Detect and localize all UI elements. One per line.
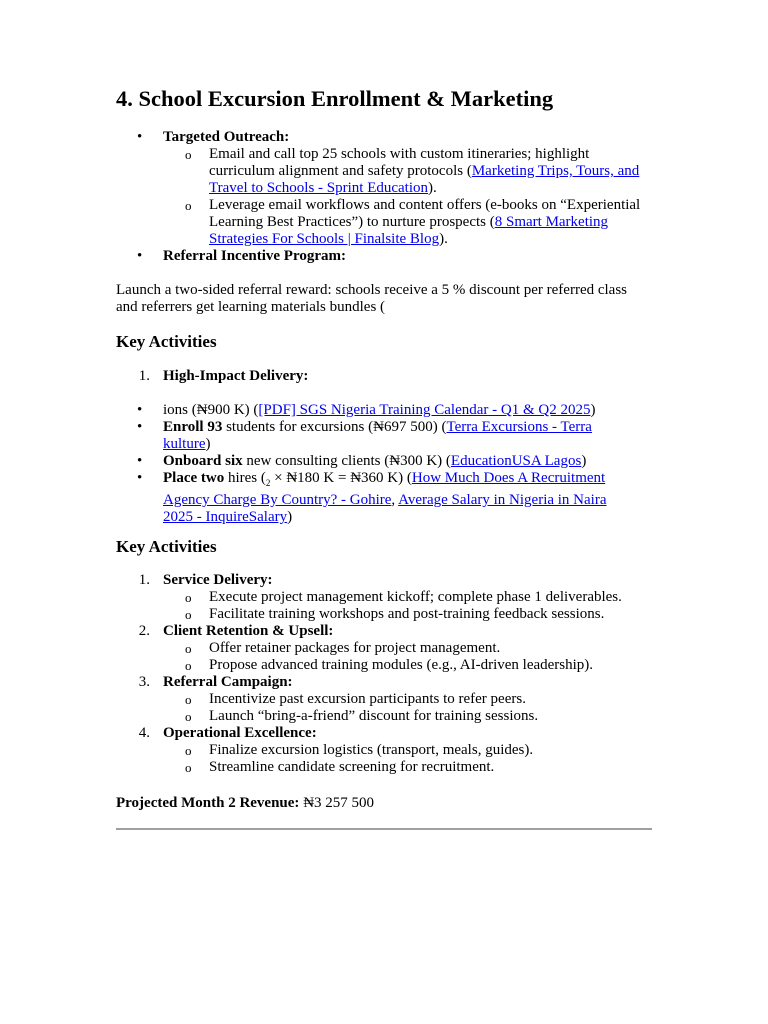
item-end: ) xyxy=(590,402,596,418)
sub-item-text: Propose advanced training modules (e.g., AI-driven leadership). xyxy=(209,657,594,673)
item-end: ). xyxy=(428,180,437,196)
revenue-label: Projected Month 2 Revenue: xyxy=(116,795,300,811)
item-end: ) xyxy=(581,453,587,469)
sub-list-item xyxy=(116,759,652,776)
outreach-item-text: Leverage email workflows and content offers (e-books on “Experiential Learning Best Practices”) to nurture prospects ( xyxy=(209,197,641,230)
key-activities-heading: Key Activities xyxy=(116,537,217,556)
list-item xyxy=(116,129,652,146)
sub-item-text: Offer retainer packages for project management. xyxy=(209,640,501,656)
bullet-bold: Place two xyxy=(163,470,225,486)
subscript: 2 xyxy=(265,478,271,488)
sub-item-text: Execute project management kickoff; complete phase 1 deliverables. xyxy=(209,589,622,605)
item-title: Operational Excellence: xyxy=(163,725,317,741)
bullet-text: hires ( xyxy=(224,470,266,486)
sub-list-item xyxy=(116,691,652,708)
outreach-item-text: Email and call top 25 schools with custom itineraries; highlight curriculum alignment and safety protocols ( xyxy=(209,146,590,179)
link-sprint-education[interactable]: Marketing Trips, Tours, and Travel to Schools - Sprint Education xyxy=(209,163,640,196)
list-item xyxy=(116,419,652,453)
bullet-text: ions (₦900 K) ( xyxy=(163,402,259,418)
sub-bullet-icon: o xyxy=(185,607,192,622)
item-end: ) xyxy=(205,436,211,452)
section-heading: 4. School Excursion Enrollment & Marketing xyxy=(116,86,554,111)
item-number: 4. xyxy=(138,725,150,741)
bullet-icon: • xyxy=(137,470,143,486)
list-item xyxy=(116,402,652,419)
item-number: 1. xyxy=(138,368,150,384)
revenue-value: ₦3 257 500 xyxy=(299,795,375,811)
item-number: 1. xyxy=(138,572,150,588)
outreach-list xyxy=(116,129,652,265)
separator: , xyxy=(391,492,399,508)
horizontal-rule xyxy=(116,828,652,830)
sub-list-item xyxy=(116,657,652,674)
sub-bullet-icon: o xyxy=(185,198,192,213)
sub-bullet-icon: o xyxy=(185,760,192,775)
bullet-icon: • xyxy=(137,453,143,469)
item-title: Client Retention & Upsell: xyxy=(163,623,334,639)
sub-list-item xyxy=(116,197,652,248)
list-item xyxy=(116,470,652,526)
item-title: Service Delivery: xyxy=(163,572,273,588)
sub-list-item xyxy=(116,742,652,759)
sub-item-text: Incentivize past excursion participants to refer peers. xyxy=(209,691,526,707)
link-inquiresalary[interactable]: Average Salary in Nigeria in Naira 2025 - InquireSalary xyxy=(163,492,607,525)
sub-item-text: Launch “bring-a-friend” discount for training sessions. xyxy=(209,708,539,724)
launch-paragraph: Launch a two-sided referral reward: schools receive a 5 % discount per referred class and referrers get learning materials bundles ( xyxy=(116,282,628,315)
numbered-item xyxy=(116,623,652,640)
list-item xyxy=(116,453,652,470)
sub-bullet-icon: o xyxy=(185,692,192,707)
bullet-icon: • xyxy=(137,129,143,145)
item-number: 2. xyxy=(138,623,150,639)
bullet-text: students for excursions (₦697 500) ( xyxy=(222,419,447,435)
link-gohire[interactable]: How Much Does A Recruitment Agency Charge By Country? - Gohire xyxy=(163,470,606,508)
outreach-title: Targeted Outreach: xyxy=(163,129,290,145)
bullet-text: new consulting clients (₦300 K) ( xyxy=(242,453,451,469)
delivery-list xyxy=(116,402,652,526)
referral-title: Referral Incentive Program: xyxy=(163,248,346,264)
link-sgs-calendar[interactable]: [PDF] SGS Nigeria Training Calendar - Q1 & Q2 2025 xyxy=(258,402,591,418)
sub-item-text: Finalize excursion logistics (transport, meals, guides). xyxy=(209,742,534,758)
sub-bullet-icon: o xyxy=(185,709,192,724)
sub-list-item xyxy=(116,708,652,725)
sub-bullet-icon: o xyxy=(185,743,192,758)
bullet-icon: • xyxy=(137,402,143,418)
sub-list-item xyxy=(116,589,652,606)
sub-bullet-icon: o xyxy=(185,147,192,162)
bullet-bold: Enroll 93 xyxy=(163,419,223,435)
sub-bullet-icon: o xyxy=(185,590,192,605)
sub-bullet-icon: o xyxy=(185,658,192,673)
item-title: High-Impact Delivery: xyxy=(163,368,309,384)
sub-item-text: Streamline candidate screening for recruitment. xyxy=(209,759,495,775)
link-educationusa-lagos[interactable]: EducationUSA Lagos xyxy=(450,453,582,469)
numbered-item xyxy=(116,572,652,589)
sub-list-item xyxy=(116,146,652,197)
bullet-icon: • xyxy=(137,419,143,435)
bullet-bold: Onboard six xyxy=(163,453,243,469)
sub-bullet-icon: o xyxy=(185,641,192,656)
item-number: 3. xyxy=(138,674,150,690)
link-finalsite-blog[interactable]: 8 Smart Marketing Strategies For Schools | Finalsite Blog xyxy=(209,214,609,247)
item-title: Referral Campaign: xyxy=(163,674,293,690)
sub-item-text: Facilitate training workshops and post-training feedback sessions. xyxy=(209,606,605,622)
bullet-icon: • xyxy=(137,248,143,264)
sub-list-item xyxy=(116,606,652,623)
numbered-item xyxy=(116,368,652,385)
numbered-item xyxy=(116,674,652,691)
key-activities-heading: Key Activities xyxy=(116,332,217,351)
list-item xyxy=(116,248,652,265)
item-end: ) xyxy=(287,509,293,525)
revenue-line xyxy=(116,795,652,812)
sub-list-item xyxy=(116,640,652,657)
bullet-text: × ₦180 K = ₦360 K) ( xyxy=(270,470,412,486)
item-end: ). xyxy=(439,231,448,247)
numbered-item xyxy=(116,725,652,742)
link-terra-kulture[interactable]: Terra Excursions - Terra kulture xyxy=(163,419,592,452)
activities-list xyxy=(116,572,652,776)
